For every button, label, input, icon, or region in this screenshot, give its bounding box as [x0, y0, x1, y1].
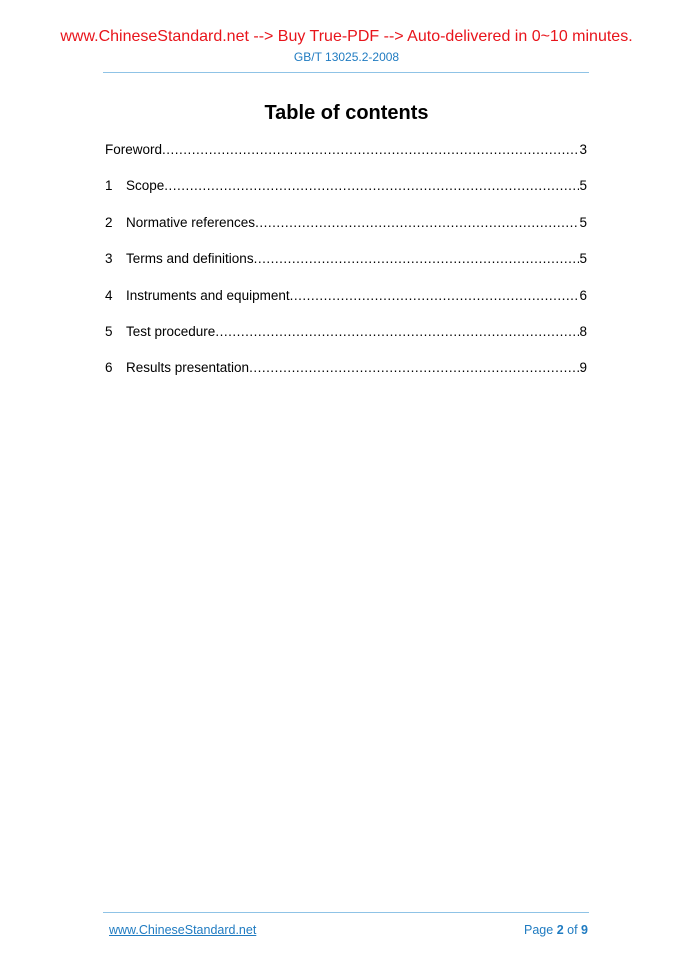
toc-entry-number: 3 [105, 251, 113, 267]
promo-banner: www.ChineseStandard.net --> Buy True-PDF --> Auto-delivered in 0~10 minutes. [60, 28, 633, 45]
toc-entry-page: 9 [579, 360, 587, 376]
toc-entry-terms-and-definitions[interactable] [105, 249, 587, 285]
toc-entry-scope[interactable] [105, 176, 587, 212]
page-of-word: of [567, 923, 578, 937]
table-of-contents [105, 140, 587, 395]
toc-entry-label: Normative references [126, 214, 256, 230]
toc-entry-label: Instruments and equipment [126, 287, 290, 303]
toc-entry-page: 3 [579, 142, 587, 157]
toc-entry-results-presentation[interactable] [105, 358, 587, 394]
toc-entry-label: Test procedure [126, 323, 216, 339]
toc-entry-test-procedure[interactable] [105, 322, 587, 358]
toc-entry-normative-references[interactable] [105, 213, 587, 249]
toc-entry-page: 5 [579, 214, 587, 230]
toc-entry-label: Scope [126, 178, 165, 194]
toc-dot-leader [249, 358, 579, 378]
toc-entry-number: 6 [105, 360, 113, 376]
toc-entry-number: 5 [105, 323, 113, 339]
toc-dot-leader [255, 213, 579, 233]
header-divider [103, 72, 589, 73]
footer-website-link[interactable]: www.ChineseStandard.net [109, 923, 257, 937]
toc-entry-foreword[interactable] [105, 140, 587, 176]
toc-entry-instruments-and-equipment[interactable] [105, 286, 587, 322]
toc-entry-label: Terms and definitions [126, 251, 254, 267]
toc-entry-page: 5 [579, 178, 587, 194]
page-total: 9 [581, 923, 588, 937]
toc-dot-leader [254, 249, 580, 269]
page-title: Table of contents [264, 102, 429, 124]
document-code: GB/T 13025.2-2008 [293, 50, 400, 64]
page-current: 2 [556, 923, 564, 937]
toc-entry-number: 1 [105, 178, 113, 194]
toc-entry-page: 6 [579, 287, 587, 303]
toc-entry-label: Foreword [105, 142, 163, 157]
toc-entry-number: 4 [105, 287, 113, 303]
page-word: Page [524, 923, 554, 937]
toc-dot-leader [162, 140, 579, 160]
toc-entry-page: 8 [579, 323, 587, 339]
footer-divider [103, 912, 589, 913]
toc-dot-leader [164, 176, 579, 196]
toc-entry-label: Results presentation [126, 360, 250, 376]
toc-entry-number: 2 [105, 214, 113, 230]
toc-dot-leader [215, 322, 579, 342]
toc-entry-page: 5 [579, 251, 587, 267]
toc-dot-leader [290, 286, 580, 306]
page-number [524, 922, 588, 938]
